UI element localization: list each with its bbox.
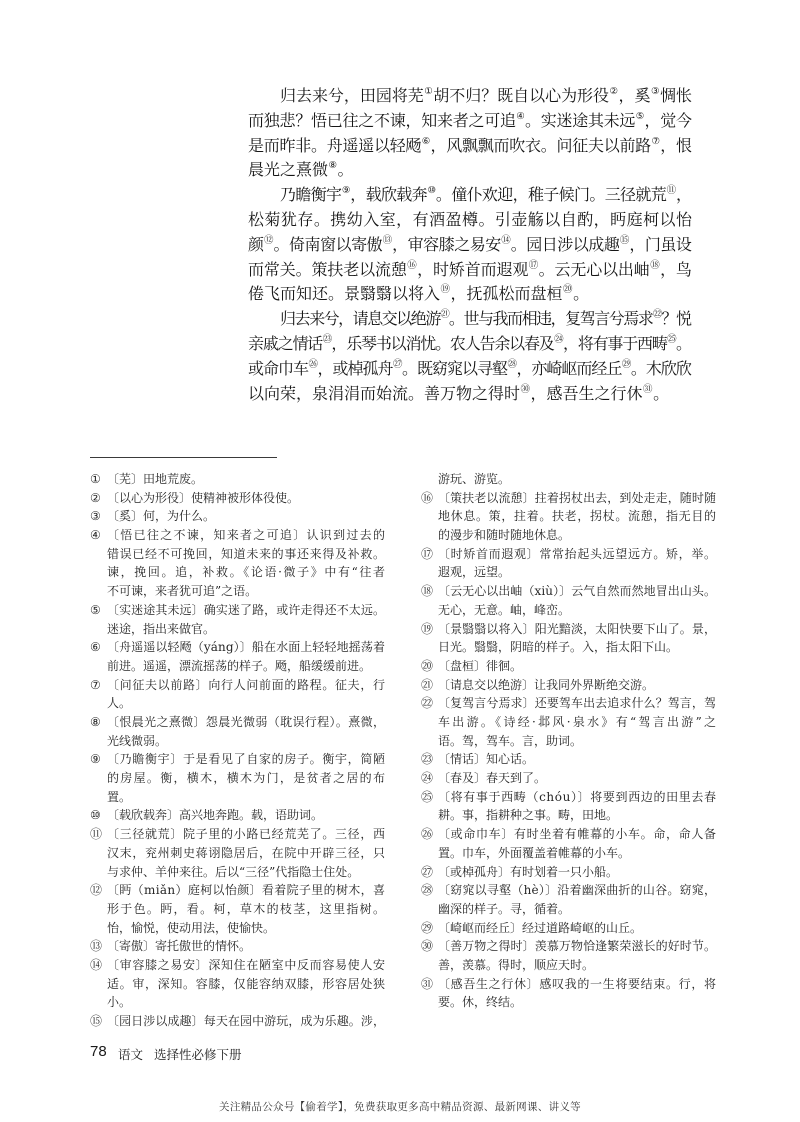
- footnote-item: [421, 545, 716, 582]
- footnote-ref: ②: [609, 86, 619, 97]
- page-number: 78: [90, 1043, 107, 1060]
- footnote-line: 光线微弱。: [107, 733, 168, 748]
- footnote-line: 〔春及〕春天到了。: [438, 771, 547, 786]
- footnote-line: 〔盘桓〕徘徊。: [438, 658, 523, 673]
- footnote-number: ③: [90, 509, 101, 524]
- footnote-ref: ⑰: [528, 259, 539, 271]
- footnote-item: [90, 713, 385, 750]
- footnote-number: ㉚: [421, 939, 434, 954]
- footnote-number: ⑬: [90, 939, 103, 954]
- footnote-item: [421, 470, 716, 489]
- footnote-line: 〔载欣载奔〕高兴地奔跑。载，语助词。: [107, 808, 324, 823]
- text-line: 颜⑫。倚南窗以寄傲⑬，审容膝之易安⑭。园日涉以成趣⑮，门虽设: [248, 234, 692, 254]
- text-line: 是而昨非。舟遥遥以轻飏⑥，风飘飘而吹衣。问征夫以前路⑦，恨: [248, 135, 692, 155]
- footnote-line: 耕。事，指耕种之事。畴，田地。: [438, 808, 619, 823]
- footnote-item: [421, 489, 716, 545]
- footnote-item: [90, 638, 385, 675]
- footnote-line: 日光。翳翳，阴暗的样子。入，指太阳下山。: [438, 640, 679, 655]
- footnote-line: 置。: [107, 789, 132, 804]
- footer-book-title: 选择性必修下册: [154, 1047, 242, 1062]
- footnote-ref: ㉓: [322, 333, 331, 345]
- footnote-ref: ㉔: [554, 333, 563, 345]
- footnote-ref: ㉚: [520, 383, 531, 395]
- footnote-number: ⑧: [90, 714, 101, 729]
- footnote-number: ㉖: [421, 827, 434, 842]
- footnote-ref: ③: [650, 86, 660, 97]
- footnote-number: ⑯: [421, 490, 434, 505]
- footnote-line: 要。休，终结。: [438, 995, 523, 1010]
- text-line: 归去来兮，请息交以绝游$^㉑$。世与我而相违，复驾言兮焉求$^㉒$？悦: [280, 309, 691, 329]
- footnote-number: ④: [90, 528, 101, 543]
- footnote-line: 〔景翳翳以将入〕阳光黯淡，太阳快要下山了。景，: [438, 621, 717, 636]
- footnote-line: 〔舟遥遥以轻飏（yáng）〕船在水面上轻轻地摇荡着: [107, 640, 386, 655]
- footnote-line: 〔以心为形役〕使精神被形体役使。: [107, 490, 300, 505]
- footnote-body: [107, 601, 385, 638]
- footnote-body: [438, 582, 716, 619]
- footnote-ref: ⑩: [427, 185, 436, 197]
- text-line: 松菊犹存。携幼入室，有酒盈樽。引壶觞以自酌，眄庭柯以怡: [248, 209, 693, 229]
- footnote-item: [421, 657, 716, 676]
- footnote-line: 〔请息交以绝游〕让我同外界断绝交游。: [438, 677, 655, 692]
- footnote-item: [90, 825, 385, 881]
- footnote-body: [107, 470, 385, 489]
- footnote-line: 〔复驾言兮焉求〕还要驾车出去追求什么？驾言，驾: [438, 696, 717, 711]
- footnote-number: ⑭: [90, 957, 103, 972]
- footnote-item: [90, 601, 385, 638]
- paragraph: [248, 84, 692, 183]
- footnote-line: 善，羡慕。得时，顺应天时。: [438, 957, 595, 972]
- footnote-body: [107, 489, 385, 508]
- footnote-body: [438, 676, 716, 695]
- footnote-line: 前进。遥遥，漂流摇荡的样子。飏，船缓缓前进。: [107, 658, 372, 673]
- footnote-body: [107, 825, 385, 881]
- text-line: 晨光之熹微⑧。: [248, 160, 354, 180]
- footnote-body: [438, 750, 716, 769]
- footnote-number: ⑦: [90, 677, 101, 692]
- footnote-number: ⑨: [90, 752, 101, 767]
- footnote-line: 怡，愉悦，使动用法，使愉快。: [107, 920, 276, 935]
- footnote-item: [421, 919, 716, 938]
- footnote-line: 〔策扶老以流憩〕拄着拐杖出去，到处走走，随时随: [438, 490, 717, 505]
- footnote-line: 幽深的样子。寻，循着。: [438, 901, 571, 916]
- footnote-line: 适。审，深知。容膝，仅能容纳双膝，形容居处狭: [107, 976, 386, 991]
- footnote-number: ⑫: [90, 883, 103, 898]
- footnote-item: [421, 620, 716, 657]
- footnote-ref: ㉗: [392, 358, 402, 370]
- footnote-number: ⑳: [421, 658, 434, 673]
- footnote-ref: ⑮: [619, 234, 629, 246]
- footnote-body: [107, 806, 385, 825]
- footnote-line: 地休息。策，拄着。扶老，拐杖。流憩，指无目的: [438, 509, 717, 524]
- footnote-ref: ㉖: [308, 358, 317, 370]
- footnote-number: ⑩: [90, 808, 101, 823]
- text-line: 或命巾车$^㉖$，或棹孤舟$^㉗$。既窈窕以寻壑$^㉘$，亦崎岖而经丘$^㉙$。木欣欣: [248, 358, 691, 378]
- footnote-body: [107, 1012, 385, 1031]
- footnote-body: [107, 507, 385, 526]
- footnote-number: ㉕: [421, 789, 434, 804]
- footnote-body: [107, 638, 385, 675]
- footnote-number: ⑲: [421, 621, 434, 636]
- footnote-item: [90, 956, 385, 1012]
- footnote-ref: ⑱: [650, 259, 660, 271]
- footnote-number: ⑱: [421, 584, 434, 599]
- footnote-body: [438, 975, 716, 1012]
- footnote-item: [421, 676, 716, 695]
- footnote-body: [438, 620, 716, 657]
- footnote-ref: ⑦: [651, 135, 660, 147]
- footnote-line: 〔问征夫以前路〕向行人问前面的路程。征夫，行: [107, 677, 386, 692]
- footnote-number: ㉒: [421, 696, 434, 711]
- footnote-item: [421, 694, 719, 750]
- footnote-number: ⑪: [90, 827, 103, 842]
- footnote-item: [421, 881, 716, 918]
- footnote-item: [421, 975, 716, 1012]
- footnote-number: ㉑: [421, 677, 434, 692]
- footnote-ref: ⑬: [382, 234, 392, 246]
- footnotes-left-column: [90, 470, 385, 1031]
- footnote-line: 形于色。眄，看。柯，草木的枝茎，这里指树。: [107, 901, 387, 916]
- main-text: [248, 84, 692, 406]
- footnote-line: 无心，无意。岫，峰峦。: [438, 602, 571, 617]
- footnote-ref: ④: [516, 110, 525, 122]
- footnote-line: 〔将有事于西畴（chóu）〕将要到西边的田里去春: [438, 789, 717, 804]
- text-line: 归去来兮，田园将芜①胡不归？既自以心为形役②，奚③惆怅: [280, 86, 692, 105]
- text-line: 而独悲？悟已往之不谏，知来者之可追④。实迷途其未远⑤，觉今: [248, 110, 692, 130]
- footnote-line: 〔审容膝之易安〕深知住在陋室中反而容易使人安: [107, 957, 386, 972]
- footnote-item: [90, 750, 385, 806]
- footnote-number: ⑤: [90, 602, 101, 617]
- footnote-body: [438, 657, 716, 676]
- footnote-line: 〔园日涉以成趣〕每天在园中游玩，成为乐趣。涉，: [107, 1014, 386, 1029]
- footnote-line: 〔悟已往之不谏，知来者之可追〕认识到过去的: [107, 528, 387, 543]
- footnote-number: ⑰: [421, 546, 434, 561]
- footnote-line: 〔三径就荒〕院子里的小路已经荒芜了。三径，西: [107, 827, 386, 842]
- footnote-line: 〔奚〕何，为什么。: [107, 509, 216, 524]
- footnote-body: [438, 825, 716, 862]
- footnote-item: [421, 788, 716, 825]
- footnote-ref: ㉑: [440, 309, 449, 321]
- footnote-body: [107, 676, 385, 713]
- footnote-ref: ㉘: [507, 358, 516, 370]
- footnote-ref: ⑤: [635, 110, 644, 122]
- footnote-body: [438, 769, 716, 788]
- footnote-item: [90, 881, 385, 937]
- footnote-line: 遐观，远望。: [438, 565, 511, 580]
- footnote-body: [438, 937, 716, 974]
- footnote-line: 〔时矫首而遐观〕常常抬起头远望远方。矫，举。: [438, 546, 717, 561]
- footnote-body: [107, 937, 385, 956]
- footnote-item: [90, 470, 385, 489]
- footnotes-right-column: [421, 470, 719, 1012]
- text-line: 而常关。策扶老以流憩⑯，时矫首而遐观⑰。云无心以出岫⑱，鸟: [248, 259, 692, 279]
- footnote-item: [421, 937, 716, 974]
- footnote-line: 置。巾车，外面覆盖着帷幕的小车。: [438, 845, 631, 860]
- footnote-item: [421, 825, 716, 862]
- footnote-number: ②: [90, 490, 101, 505]
- footnote-body: [438, 919, 716, 938]
- footnote-ref: ⑪: [666, 185, 676, 197]
- footnote-item: [421, 582, 716, 619]
- footnote-number: ①: [90, 472, 101, 486]
- text-line: 亲戚之情话$^㉓$，乐琴书以消忧。农人告余以春及$^㉔$，将有事于西畴$^㉕$。: [248, 333, 691, 353]
- footnote-item: [421, 769, 716, 788]
- footnote-ref: ①: [424, 86, 433, 97]
- text-line: 以向荣，泉涓涓而始流。善万物之得时$^㉚$，感吾生之行休$^㉛$。: [248, 383, 670, 403]
- footnote-body: [438, 489, 716, 545]
- footnote-line: 〔云无心以出岫（xiù）〕云气自然而然地冒出山头。: [438, 584, 717, 599]
- footnote-item: [90, 1012, 385, 1031]
- footnote-line: 〔或命巾车〕有时坐着有帷幕的小车。命，命人备: [438, 827, 717, 842]
- footnote-body: [438, 788, 716, 825]
- footnote-number: ㉙: [421, 920, 434, 935]
- footnote-line: 的漫步和随时随地休息。: [438, 528, 571, 543]
- paragraph: [248, 307, 692, 406]
- footnote-line: 错误已经不可挽回，知道未来的事还来得及补救。: [107, 546, 386, 561]
- footnote-line: 语。驾，驾车。言，助词。: [438, 733, 583, 748]
- footnote-body: [438, 863, 716, 882]
- footnote-item: [421, 750, 716, 769]
- footnote-body: [107, 881, 385, 937]
- footnote-ref: ⑫: [264, 234, 274, 246]
- footnote-line: 〔乃瞻衡宇〕于是看见了自家的房子。衡宇，简陋: [107, 752, 386, 767]
- footnote-body: [438, 545, 716, 582]
- footnote-body: [438, 881, 716, 918]
- watermark-text: 关注精品公众号【偷着学】，免费获取更多高中精品资源、最新网课、讲义等: [219, 1101, 581, 1113]
- footnote-line: 的房屋。衡，横木，横木为门，是贫者之居的布: [107, 771, 387, 786]
- footnote-number: ⑥: [90, 640, 101, 655]
- paragraph: [248, 183, 692, 307]
- footnote-item: [90, 806, 385, 825]
- footnote-line: 游玩、游览。: [438, 472, 511, 486]
- footnote-body: [107, 713, 385, 750]
- footnote-body: [438, 694, 719, 750]
- footnote-line: 小。: [107, 995, 132, 1010]
- footnote-ref: ⑥: [421, 135, 430, 147]
- footnote-line: 〔窈窕以寻壑（hè）〕沿着幽深曲折的山谷。窈窕，: [438, 883, 717, 898]
- footnote-ref: ⑨: [341, 185, 350, 197]
- footnote-number: ㉛: [421, 976, 434, 991]
- footnote-ref: ⑳: [563, 284, 573, 296]
- footnote-item: [90, 937, 385, 956]
- footnote-line: 〔恨晨光之熹微〕怨晨光微弱（耽误行程）。熹微，: [107, 714, 386, 729]
- footnote-ref: ㉕: [667, 333, 676, 345]
- footnote-item: [90, 676, 385, 713]
- footnote-ref: ㉛: [643, 383, 653, 395]
- footnote-line: 谏，挽回。追，补救。《论语·微子》中有“往者: [107, 565, 387, 580]
- footnote-item: [421, 863, 716, 882]
- footnote-body: [107, 526, 385, 601]
- footnote-line: 〔寄傲〕寄托傲世的情怀。: [107, 939, 252, 954]
- footnote-line: 人。: [107, 696, 132, 711]
- footnote-number: ㉗: [421, 864, 434, 879]
- footnote-line: 〔善万物之得时〕羡慕万物恰逢繁荣滋长的好时节。: [438, 939, 717, 954]
- footnote-item: [90, 489, 385, 508]
- footer-subject: 语文: [118, 1047, 144, 1062]
- text-line: 乃瞻衡宇⑨，载欣载奔⑩。僮仆欢迎，稚子候门。三径就荒⑪，: [280, 185, 692, 205]
- footnote-number: ⑮: [90, 1014, 103, 1029]
- footnote-line: 〔情话〕知心话。: [438, 752, 535, 767]
- footnote-line: 汉末，兖州刺史蒋诩隐居后，在院中开辟三径，只: [107, 845, 386, 860]
- footnote-item: [90, 507, 385, 526]
- footnote-body: [438, 470, 716, 489]
- footnote-ref: ㉙: [621, 358, 631, 370]
- footnote-line: 〔实迷途其未远〕确实迷了路，或许走得还不太远。: [107, 602, 386, 617]
- text-line: 倦飞而知还。景翳翳以将入⑲，抚孤松而盘桓⑳。: [248, 284, 590, 304]
- footnote-ref: ⑯: [407, 259, 417, 271]
- footnote-number: [421, 470, 438, 489]
- footnote-line: 〔眄（miǎn）庭柯以怡颜〕看着院子里的树木，喜: [107, 883, 386, 898]
- footnote-number: ㉓: [421, 752, 434, 767]
- footnote-line: 〔感吾生之行休〕感叹我的一生将要结束。行，将: [438, 976, 717, 991]
- footnote-number: ㉘: [421, 883, 434, 898]
- footnote-line: 车出游。《诗经·邶风·泉水》有“驾言出游”之: [438, 714, 719, 729]
- footnote-line: 〔芜〕田地荒废。: [107, 472, 204, 486]
- footnote-ref: ⑲: [440, 284, 451, 296]
- footnote-line: 〔崎岖而经丘〕经过道路崎岖的山丘。: [438, 920, 643, 935]
- footnote-item: [90, 526, 385, 601]
- footnote-line: 与求仲、羊仲来往。后以“三径”代指隐士住处。: [107, 864, 360, 879]
- footnote-number: ㉔: [421, 771, 434, 786]
- footnote-ref: ⑭: [501, 234, 511, 246]
- footnote-body: [107, 750, 385, 806]
- footnote-body: [107, 956, 385, 1012]
- footnote-line: 〔或棹孤舟〕有时划着一只小船。: [438, 864, 619, 879]
- footnote-ref: ⑧: [328, 160, 338, 172]
- footnote-ref: ㉒: [652, 309, 661, 321]
- footnote-divider: [90, 457, 277, 458]
- footnote-line: 迷途，指出来做官。: [107, 621, 216, 636]
- footnote-line: 不可谏，来者犹可追”之语。: [107, 584, 258, 599]
